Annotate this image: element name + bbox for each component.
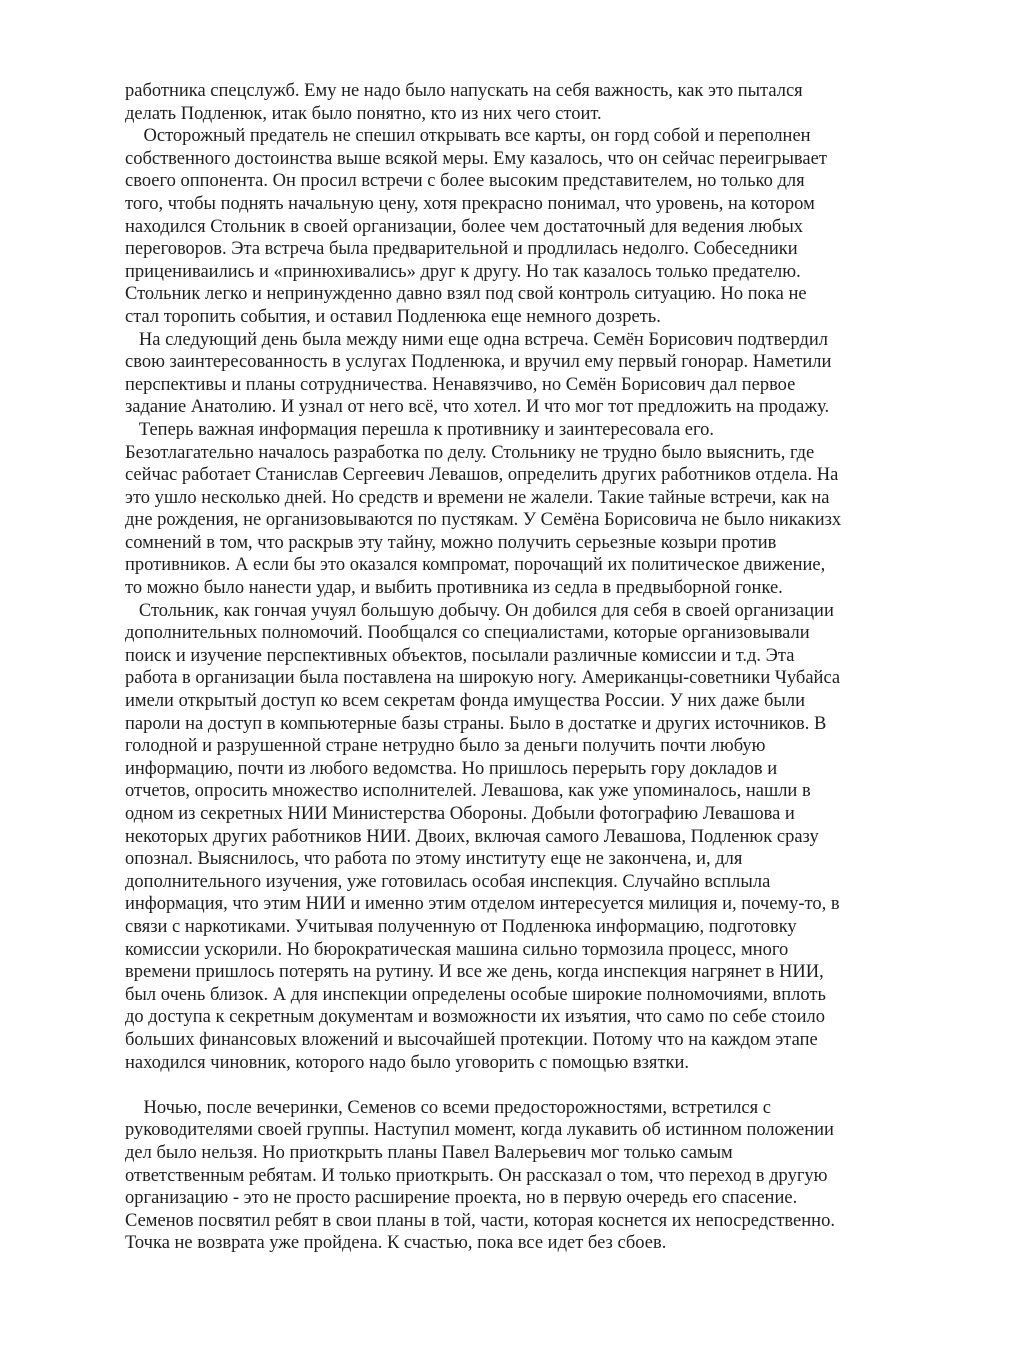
- text-line: одном из секретных НИИ Министерства Обороны. Добыли фотографию Левашова и: [125, 804, 795, 824]
- text-line: Стольник, как гончая учуял большую добычу. Он добился для себя в своей организации: [125, 600, 834, 621]
- text-line: то можно было нанести удар, и выбить противника из седла в предвыборной гонке.: [125, 578, 783, 599]
- text-line: сейчас работает Станислав Сергеевич Левашов, определить других работников отдела. На: [125, 465, 839, 486]
- text-line: это ушло несколько дней. Но средств и времени не жалели. Такие тайные встречи, как на: [125, 487, 830, 508]
- text-line: Безотлагательно началось разработка по делу. Стольнику не трудно было выяснить, где: [125, 442, 815, 463]
- text-line: ответственным ребятам. И только приоткрыть. Он рассказал о том, что переход в другую: [125, 1165, 828, 1186]
- text-line: того, чтобы поднять начальную цену, хотя прекрасно понимал, что уровень, на котором: [125, 193, 815, 214]
- paragraph: [125, 600, 895, 1074]
- paragraph: [125, 80, 895, 125]
- paragraph: [125, 125, 895, 328]
- text-line: сомнений в том, что раскрыв эту тайну, можно получить серьезные козыри против: [125, 532, 777, 553]
- text-line: поиск и изучение перспективных объектов, посылали различные комиссии и т.д. Эта: [125, 645, 795, 666]
- text-line: больших финансовых вложений и высочайшей протекции. Потому что на каждом этапе: [125, 1029, 818, 1050]
- text-line: собственного достоинства выше всякой меры. Ему казалось, что он сейчас переигрывает: [125, 148, 827, 169]
- text-line: находился Стольник в своей организации, более чем достаточный для ведения любых: [125, 216, 804, 237]
- text-line: Осторожный предатель не спешил открывать все карты, он горд собой и переполнен: [125, 126, 811, 147]
- text-line: времени пришлось потерять на рутину. И все же день, когда инспекция нагрянет в НИИ,: [125, 962, 824, 983]
- text-line: противников. А если бы это оказался компромат, порочащий их политическое движение,: [125, 555, 826, 576]
- text-line: работа в организации была поставлена на широкую ногу. Американцы-советники Чубайса: [125, 668, 841, 689]
- text-line: переговоров. Эта встреча была предварительной и продлилась недолго. Собеседники: [125, 239, 798, 260]
- text-line: имели открытый доступ ко всем секретам фонда имущества России. У них даже были: [125, 691, 805, 712]
- paragraph: [125, 329, 895, 419]
- text-line: дел было нельзя. Но приоткрыть планы Павел Валерьевич мог только самым: [125, 1142, 733, 1163]
- text-line: На следующий день была между ними еще одна встреча. Семён Борисович подтвердил: [125, 329, 828, 350]
- text-line: информацию, почти из любого ведомства. Но пришлось перерыть гору докладов и: [125, 758, 778, 779]
- text-line: дне рождения, не организовываются по пустякам. У Семёна Борисовича не было никакизх: [125, 510, 842, 531]
- text-line: руководителями своей группы. Наступил момент, когда лукавить об истинном положении: [125, 1120, 834, 1141]
- text-line: организацию - это не просто расширение проекта, но в первую очередь его спасение.: [125, 1188, 798, 1209]
- text-line: перспективы и планы сотрудничества. Ненавязчиво, но Семён Борисович дал первое: [125, 374, 796, 395]
- paragraph: [125, 1097, 895, 1255]
- text-line: свою заинтересованность в услугах Подленюка, и вручил ему первый гонорар. Наметили: [125, 352, 832, 373]
- text-line: прицениваились и «принюхивались» друг к другу. Но так казалось только предателю.: [125, 261, 801, 282]
- paragraph-break: [125, 1074, 895, 1097]
- text-line: стал торопить события, и оставил Подленюка еще немного дозреть.: [125, 306, 661, 327]
- text-line: работника спецслужб. Ему не надо было напускать на себя важность, как это пытался: [125, 81, 803, 101]
- text-line: пароли на доступ в компьютерные базы страны. Было в достатке и других источников. В: [125, 713, 827, 734]
- text-line: дополнительных полномочий. Пообщался со специалистами, которые организовывали: [125, 623, 810, 644]
- text-line: опознал. Выяснилось, что работа по этому институту еще не закончена, и, для: [125, 849, 743, 870]
- text-line: отчетов, опросить множество исполнителей. Левашова, как уже упоминалось, нашли в: [125, 781, 811, 802]
- text-line: находился чиновник, которого надо было уговорить с помощью взятки.: [125, 1052, 690, 1073]
- text-line: голодной и разрушенной стране нетрудно было за деньги получить почти любую: [125, 736, 766, 757]
- text-line: комиссии ускорили. Но бюрократическая машина сильно тормозила процесс, много: [125, 939, 789, 960]
- paragraph: [125, 419, 895, 600]
- text-line: Семенов посвятил ребят в свои планы в той, части, которая коснется их непосредственно.: [125, 1210, 835, 1231]
- text-line: своего оппонента. Он просил встречи с более высоким представителем, но только для: [125, 171, 805, 192]
- text-line: Стольник легко и непринужденно давно взял под свой контроль ситуацию. Но пока не: [125, 284, 807, 305]
- document-page: [125, 80, 895, 1310]
- text-line: дополнительного изучения, уже готовилась особая инспекция. Случайно всплыла: [125, 871, 771, 892]
- text-line: связи с наркотиками. Учитывая полученную от Подленюка информацию, подготовку: [125, 916, 797, 937]
- text-line: Теперь важная информация перешла к противнику и заинтересовала его.: [125, 419, 715, 440]
- text-line: некоторых других работников НИИ. Двоих, включая самого Левашова, Подленюк сразу: [125, 826, 819, 847]
- text-line: до доступа к секретным документам и возможности их изъятия, что само по себе стоило: [125, 1007, 825, 1028]
- text-line: задание Анатолию. И узнал от него всё, что хотел. И что мог тот предложить на продажу.: [125, 397, 830, 418]
- text-line: Ночью, после вечеринки, Семенов со всеми предосторожностями, встретился с: [125, 1097, 771, 1118]
- text-line: информация, что этим НИИ и именно этим отделом интересуется милиция и, почему-то, в: [125, 894, 840, 915]
- text-line: Точка не возврата уже пройдена. К счастью, пока все идет без сбоев.: [125, 1233, 667, 1254]
- text-line: делать Подленюк, итак было понятно, кто из них чего стоит.: [125, 103, 602, 124]
- text-line: был очень близок. А для инспекции определены особые широкие полномочиями, вплоть: [125, 984, 826, 1005]
